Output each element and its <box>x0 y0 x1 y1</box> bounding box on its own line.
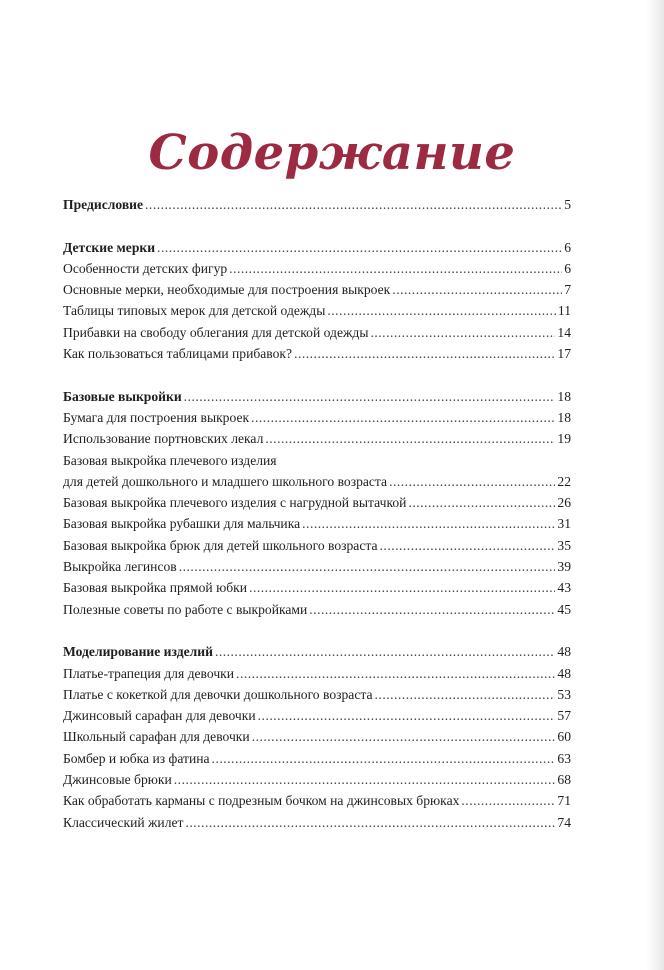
dot-leader <box>294 343 555 364</box>
toc-page-number: 31 <box>557 516 571 532</box>
toc-entry[interactable] <box>63 726 571 747</box>
toc-page-number: 18 <box>557 409 571 425</box>
dot-leader <box>229 258 562 279</box>
toc-entry[interactable] <box>63 343 571 364</box>
toc-entry[interactable] <box>63 492 571 513</box>
toc-entry-label: Бумага для построения выкроек <box>63 409 250 425</box>
toc-page-number: 17 <box>557 346 571 362</box>
toc-page-number: 18 <box>557 388 571 404</box>
toc-entry[interactable] <box>63 748 571 769</box>
dot-leader <box>236 663 555 684</box>
dot-leader <box>185 812 555 833</box>
toc-page-number: 6 <box>564 260 571 276</box>
dot-leader <box>380 535 556 556</box>
toc-entry[interactable] <box>63 556 571 577</box>
toc-section-modeling <box>63 641 571 833</box>
toc-section-base-patterns <box>63 386 571 620</box>
dot-leader <box>370 322 555 343</box>
toc-entry-label: Школьный сарафан для девочки <box>63 729 250 745</box>
dot-leader <box>461 790 555 811</box>
toc-entry[interactable] <box>63 769 571 790</box>
toc-page-number: 48 <box>557 665 571 681</box>
toc-entry[interactable] <box>63 599 571 620</box>
toc-page-number: 6 <box>564 239 571 255</box>
toc-entry-label: Особенности детских фигур <box>63 260 228 276</box>
toc-entry[interactable] <box>63 684 571 705</box>
dot-leader <box>408 492 555 513</box>
toc-page-number: 26 <box>557 495 571 511</box>
toc-entry-label: Моделирование изделий <box>63 644 213 660</box>
toc-page-number: 68 <box>557 772 571 788</box>
dot-leader <box>249 577 555 598</box>
toc-entry-label: Таблицы типовых мерок для детской одежды <box>63 303 326 319</box>
dot-leader <box>174 769 556 790</box>
toc-entry-label: Прибавки на свободу облегания для детской одежды <box>63 324 369 340</box>
dot-leader <box>258 705 556 726</box>
toc-entry-label: Джинсовые брюки <box>63 772 172 788</box>
toc-entry-label: Базовая выкройка брюк для детей школьного возраста <box>63 537 378 553</box>
dot-leader <box>252 726 556 747</box>
toc-page-number: 63 <box>557 750 571 766</box>
toc-entry-line2[interactable] <box>63 471 571 492</box>
toc-entry-label: Как пользоваться таблицами прибавок? <box>63 346 293 362</box>
table-of-contents <box>63 194 571 833</box>
toc-entry-label: Базовые выкройки <box>63 388 182 404</box>
toc-section-heading[interactable] <box>63 237 571 258</box>
toc-entry-label: Детские мерки <box>63 239 156 255</box>
toc-section-measurements <box>63 237 571 365</box>
dot-leader <box>265 428 555 449</box>
toc-page-number: 43 <box>557 580 571 596</box>
toc-entry[interactable] <box>63 300 571 321</box>
toc-entry[interactable] <box>63 812 571 833</box>
toc-entry-label: Выкройка легинсов <box>63 559 177 575</box>
dot-leader <box>184 386 556 407</box>
dot-leader <box>212 748 556 769</box>
toc-page-number: 71 <box>557 793 571 809</box>
toc-entry-label: Предисловие <box>63 197 144 212</box>
toc-page-number: 22 <box>557 473 571 489</box>
toc-entry-label: Платье-трапеция для девочки <box>63 665 235 681</box>
toc-page-number: 45 <box>557 601 571 617</box>
toc-entry[interactable] <box>63 279 571 300</box>
toc-entry-preface[interactable] <box>63 194 571 215</box>
toc-entry-label: Классический жилет <box>63 814 184 830</box>
dot-leader <box>251 407 555 428</box>
dot-leader <box>157 237 562 258</box>
toc-page-number: 57 <box>557 708 571 724</box>
toc-page-number: 74 <box>557 814 571 830</box>
toc-page-number: 5 <box>564 197 571 212</box>
toc-entry[interactable] <box>63 407 571 428</box>
toc-entry-label: Основные мерки, необходимые для построения выкроек <box>63 282 391 298</box>
toc-entry[interactable] <box>63 663 571 684</box>
toc-entry-label: Базовая выкройка рубашки для мальчика <box>63 516 301 532</box>
toc-entry-label: Использование портновских лекал <box>63 431 264 447</box>
toc-entry[interactable] <box>63 705 571 726</box>
toc-entry[interactable] <box>63 535 571 556</box>
toc-entry[interactable] <box>63 428 571 449</box>
toc-page-number: 39 <box>557 559 571 575</box>
toc-entry[interactable] <box>63 513 571 534</box>
toc-entry-label-continued: для детей дошкольного и младшего школьного возраста <box>63 473 388 489</box>
dot-leader <box>375 684 556 705</box>
toc-page-number: 60 <box>557 729 571 745</box>
toc-section-heading[interactable] <box>63 386 571 407</box>
toc-entry-label: Базовая выкройка плечевого изделия <box>63 452 277 468</box>
dot-leader <box>392 279 562 300</box>
dot-leader <box>327 300 556 321</box>
toc-entry[interactable] <box>63 790 571 811</box>
toc-page-number: 11 <box>557 303 571 319</box>
toc-page-number: 7 <box>564 282 571 298</box>
toc-page-number: 53 <box>557 686 571 702</box>
toc-entry-line1[interactable] <box>63 450 571 471</box>
toc-entry-label: Бомбер и юбка из фатина <box>63 750 210 766</box>
toc-entry-label: Базовая выкройка прямой юбки <box>63 580 248 596</box>
toc-page-number: 19 <box>557 431 571 447</box>
page-title: Содержание <box>148 125 516 181</box>
toc-page-number: 48 <box>557 644 571 660</box>
toc-page-number: 35 <box>557 537 571 553</box>
dot-leader <box>309 599 555 620</box>
toc-entry-label: Полезные советы по работе с выкройками <box>63 601 308 617</box>
toc-entry-label: Базовая выкройка плечевого изделия с нагрудной вытачкой <box>63 495 407 511</box>
dot-leader <box>389 471 555 492</box>
toc-entry[interactable] <box>63 577 571 598</box>
toc-entry-label: Платье с кокеткой для девочки дошкольного возраста <box>63 686 373 702</box>
toc-entry-label: Как обработать карманы с подрезным бочком на джинсовых брюках <box>63 793 460 809</box>
dot-leader <box>145 194 562 215</box>
toc-entry-label: Джинсовый сарафан для девочки <box>63 708 256 724</box>
toc-section-heading[interactable] <box>63 641 571 662</box>
toc-page-number: 14 <box>557 324 571 340</box>
toc-entry[interactable] <box>63 322 571 343</box>
dot-leader <box>215 641 555 662</box>
dot-leader <box>179 556 556 577</box>
toc-entry[interactable] <box>63 258 571 279</box>
dot-leader <box>302 513 555 534</box>
